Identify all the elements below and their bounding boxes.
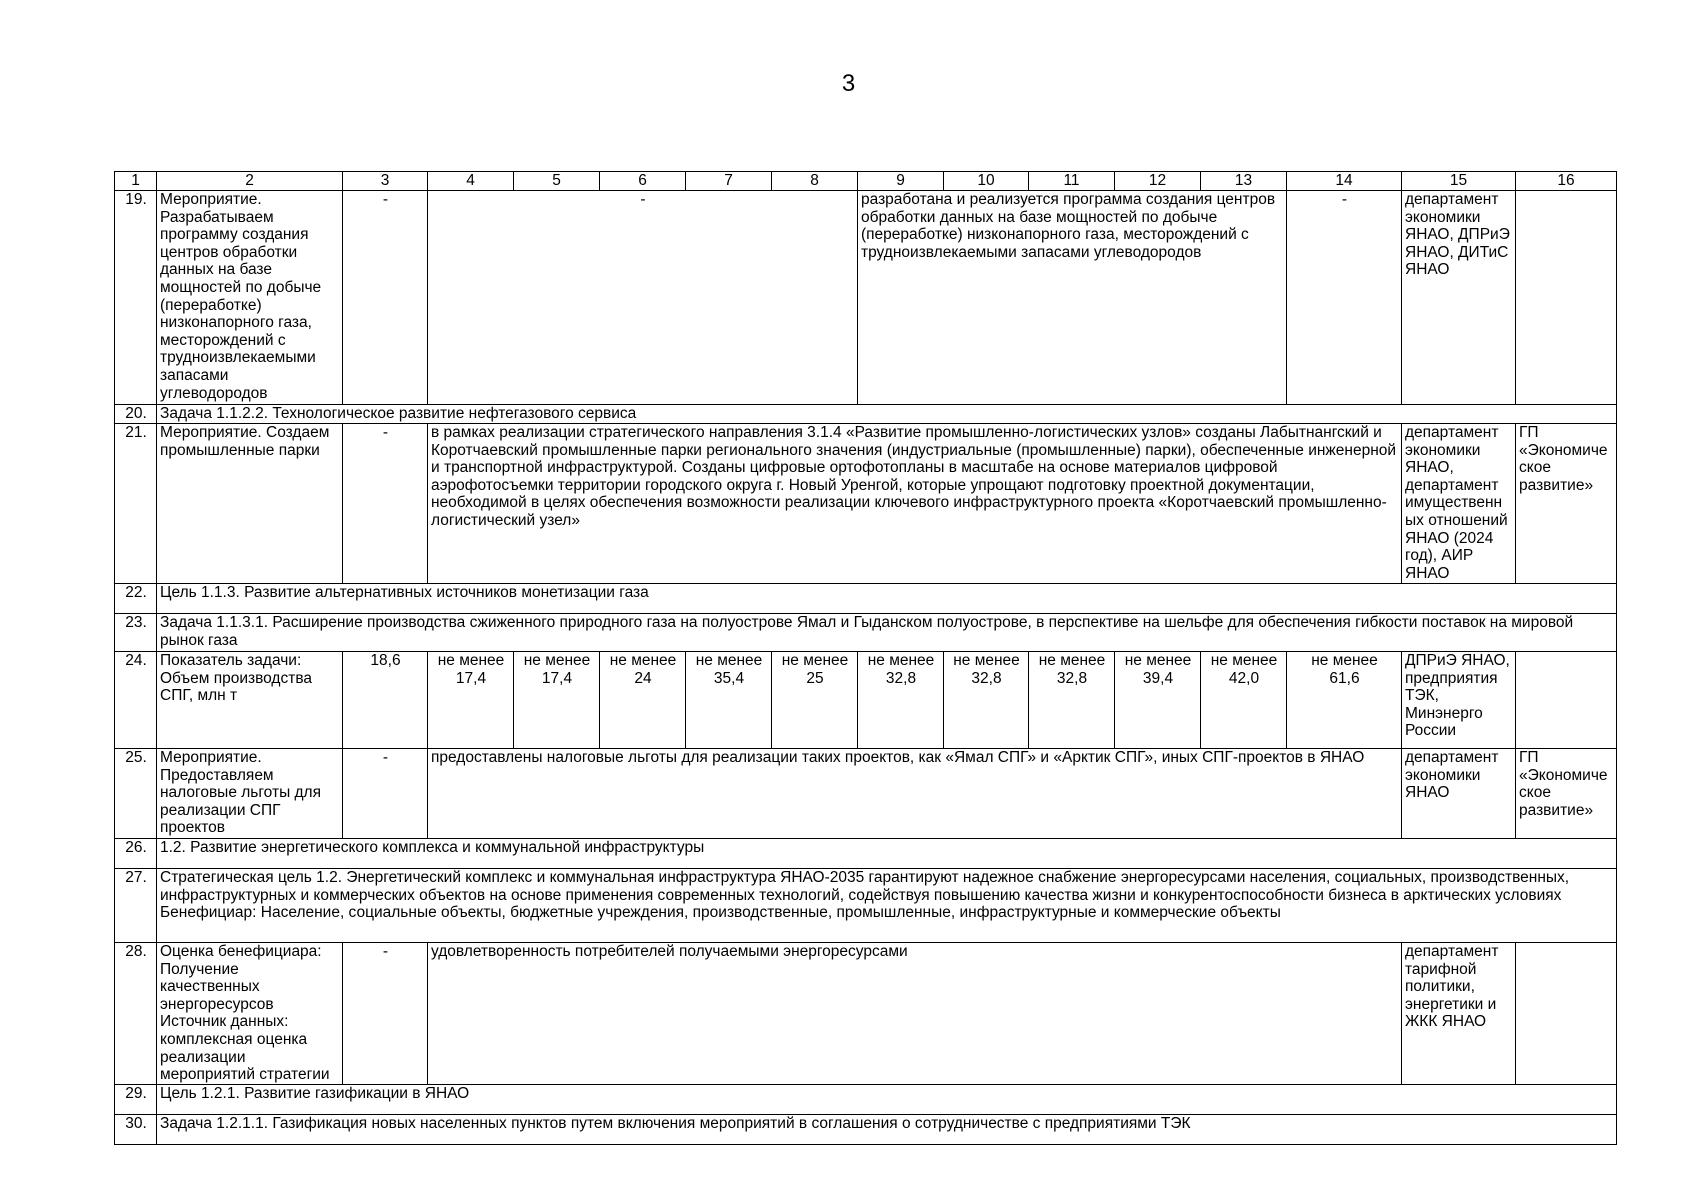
baseline-value: 18,6	[343, 652, 428, 749]
program-link: ГП «Экономическое развитие»	[1516, 749, 1617, 839]
indicator-value	[772, 652, 858, 749]
value-number: 35,4	[713, 669, 745, 687]
row-number: 20.	[115, 405, 157, 424]
baseline-value: -	[343, 191, 428, 405]
indicator-value	[428, 652, 514, 749]
table-row	[115, 1115, 1617, 1145]
table-row	[115, 943, 1617, 1085]
responsible: департамент экономики ЯНАО, департамент имущественных отношений ЯНАО (2024 год), АИР ЯНАО	[1402, 424, 1516, 584]
row-number: 29.	[115, 1085, 157, 1115]
row-number: 21.	[115, 424, 157, 584]
indicator-value	[600, 652, 686, 749]
baseline-value: -	[343, 424, 428, 584]
table-row	[115, 749, 1617, 839]
row-number: 28.	[115, 943, 157, 1085]
row-number: 19.	[115, 191, 157, 405]
baseline-value: -	[343, 943, 428, 1085]
table-row	[115, 191, 1617, 405]
header-cell: 5	[514, 172, 600, 191]
row-number: 30.	[115, 1115, 157, 1145]
indicator-value	[1115, 652, 1201, 749]
header-cell: 15	[1402, 172, 1516, 191]
baseline-value: -	[343, 749, 428, 839]
section-title: Задача 1.1.3.1. Расширение производства сжиженного природного газа на полуострове Ямал и Гыданском полуострове, в перспективе на шельфе для обеспечения гибкости поставок на мировой рынок газа	[157, 614, 1617, 652]
table-row	[115, 584, 1617, 614]
indicator-value	[1287, 652, 1402, 749]
program-link	[1516, 652, 1617, 749]
value-prefix: не менее	[867, 652, 935, 669]
period-result: разработана и реализуется программа создания центров обработки данных на базе мощностей по добыче (переработке) низконапорного газа, месторождений с трудноизвлекаемыми запасами углеводородов	[858, 191, 1287, 405]
value-number: 32,8	[1056, 669, 1088, 687]
header-cell: 7	[686, 172, 772, 191]
program-link	[1516, 191, 1617, 405]
row-number: 22.	[115, 584, 157, 614]
beneficiary-assessment: Оценка бенефициара: Получение качественных энергоресурсов Источник данных: комплексная оценка реализации мероприятий стратегии	[157, 943, 343, 1085]
program-link	[1516, 943, 1617, 1085]
header-cell: 2	[157, 172, 343, 191]
program-link: ГП «Экономическое развитие»	[1516, 424, 1617, 584]
responsible: департамент экономики ЯНАО	[1402, 749, 1516, 839]
activity-result: удовлетворенность потребителей получаемыми энергоресурсами	[428, 943, 1402, 1085]
table-row	[115, 839, 1617, 869]
table-row	[115, 614, 1617, 652]
header-cell: 10	[944, 172, 1029, 191]
header-cell: 14	[1287, 172, 1402, 191]
header-cell: 1	[115, 172, 157, 191]
value-prefix: не менее	[953, 652, 1020, 669]
section-title: 1.2. Развитие энергетического комплекса и коммунальной инфраструктуры	[157, 839, 1617, 869]
table-row	[115, 1085, 1617, 1115]
value-prefix: не менее	[1124, 652, 1192, 669]
value-number: 42,0	[1228, 669, 1260, 687]
responsible: департамент тарифной политики, энергетики и ЖКК ЯНАО	[1402, 943, 1516, 1085]
responsible: ДПРиЭ ЯНАО, предприятия ТЭК, Минэнерго России	[1402, 652, 1516, 749]
activity-name: Мероприятие. Разрабатываем программу создания центров обработки данных на базе мощностей по добыче (переработке) низконапорного газа, месторождений с трудноизвлекаемыми запасами углеводородов	[157, 191, 343, 405]
table-row	[115, 405, 1617, 424]
row-number: 27.	[115, 869, 157, 943]
value-prefix: не менее	[1210, 652, 1278, 669]
value-prefix: не менее	[523, 652, 591, 669]
table-row	[115, 869, 1617, 943]
header-cell: 3	[343, 172, 428, 191]
row-number: 26.	[115, 839, 157, 869]
header-cell: 8	[772, 172, 858, 191]
table-row	[115, 424, 1617, 584]
column-number-row	[115, 172, 1617, 191]
responsible: департамент экономики ЯНАО, ДПРиЭ ЯНАО, ДИТиС ЯНАО	[1402, 191, 1516, 405]
value-prefix: не менее	[609, 652, 677, 669]
activity-name: Мероприятие. Предоставляем налоговые льготы для реализации СПГ проектов	[157, 749, 343, 839]
indicator-value	[858, 652, 944, 749]
header-cell: 4	[428, 172, 514, 191]
section-title: Стратегическая цель 1.2. Энергетический комплекс и коммунальная инфраструктура ЯНАО-2035 гарантируют надежное снабжение энергоресурсами населения, социальных, производственных, инфраструктурных и коммерческих объектов на основе применения современных технологий, содействуя повышению качества жизни и конкурентоспособности бизнеса в арктических условиях Бенефициар: Население, социальные объекты, бюджетные учреждения, производственные, промышленные, инфраструктурные и коммерческие объекты	[157, 869, 1617, 943]
value-number: 17,4	[455, 669, 487, 687]
indicator-name: Показатель задачи: Объем производства СПГ, млн т	[157, 652, 343, 749]
section-title: Задача 1.1.2.2. Технологическое развитие нефтегазового сервиса	[157, 405, 1617, 424]
header-cell: 6	[600, 172, 686, 191]
indicator-value	[686, 652, 772, 749]
value-prefix: не менее	[437, 652, 505, 669]
value-number: 25	[806, 669, 824, 687]
header-cell: 13	[1201, 172, 1287, 191]
header-cell: 12	[1115, 172, 1201, 191]
period-value: -	[428, 191, 858, 405]
section-title: Цель 1.2.1. Развитие газификации в ЯНАО	[157, 1085, 1617, 1115]
table-row	[115, 652, 1617, 749]
indicator-value	[944, 652, 1029, 749]
activity-name: Мероприятие. Создаем промышленные парки	[157, 424, 343, 584]
header-cell: 16	[1516, 172, 1617, 191]
row-number: 23.	[115, 614, 157, 652]
header-cell: 11	[1029, 172, 1115, 191]
value-number: 32,8	[971, 669, 1002, 687]
section-title: Цель 1.1.3. Развитие альтернативных источников монетизации газа	[157, 584, 1617, 614]
value-prefix: не менее	[1038, 652, 1106, 669]
row-number: 24.	[115, 652, 157, 749]
indicator-value	[1029, 652, 1115, 749]
target-value: -	[1287, 191, 1402, 405]
value-prefix: не менее	[1311, 652, 1378, 669]
indicator-value	[514, 652, 600, 749]
page-number: 3	[841, 70, 856, 97]
value-number: 24	[634, 669, 652, 687]
activity-result: в рамках реализации стратегического направления 3.1.4 «Развитие промышленно-логистических узлов» созданы Лабытнангский и Коротчаевский промышленные парки регионального значения (индустриальные (промышленные) парки), обеспеченные инженерной и транспортной инфраструктурой. Созданы цифровые ортофотопланы в масштабе на основе материалов цифровой аэрофотосъемки территории городского округа г. Новый Уренгой, которые упрощают подготовку проектной документации, необходимой в целях обеспечения возможности реализации ключевого инфраструктурного проекта «Коротчаевский промышленно-логистический узел»	[428, 424, 1402, 584]
value-number: 39,4	[1142, 669, 1174, 687]
indicator-value	[1201, 652, 1287, 749]
row-number: 25.	[115, 749, 157, 839]
strategy-table	[114, 171, 1617, 1145]
value-prefix: не менее	[695, 652, 763, 669]
header-cell: 9	[858, 172, 944, 191]
value-prefix: не менее	[781, 652, 849, 669]
value-number: 32,8	[885, 669, 917, 687]
value-number: 17,4	[541, 669, 573, 687]
value-number: 61,6	[1329, 669, 1360, 687]
activity-result: предоставлены налоговые льготы для реализации таких проектов, как «Ямал СПГ» и «Арктик СПГ», иных СПГ-проектов в ЯНАО	[428, 749, 1402, 839]
section-title: Задача 1.2.1.1. Газификация новых населенных пунктов путем включения мероприятий в соглашения о сотрудничестве с предприятиями ТЭК	[157, 1115, 1617, 1145]
